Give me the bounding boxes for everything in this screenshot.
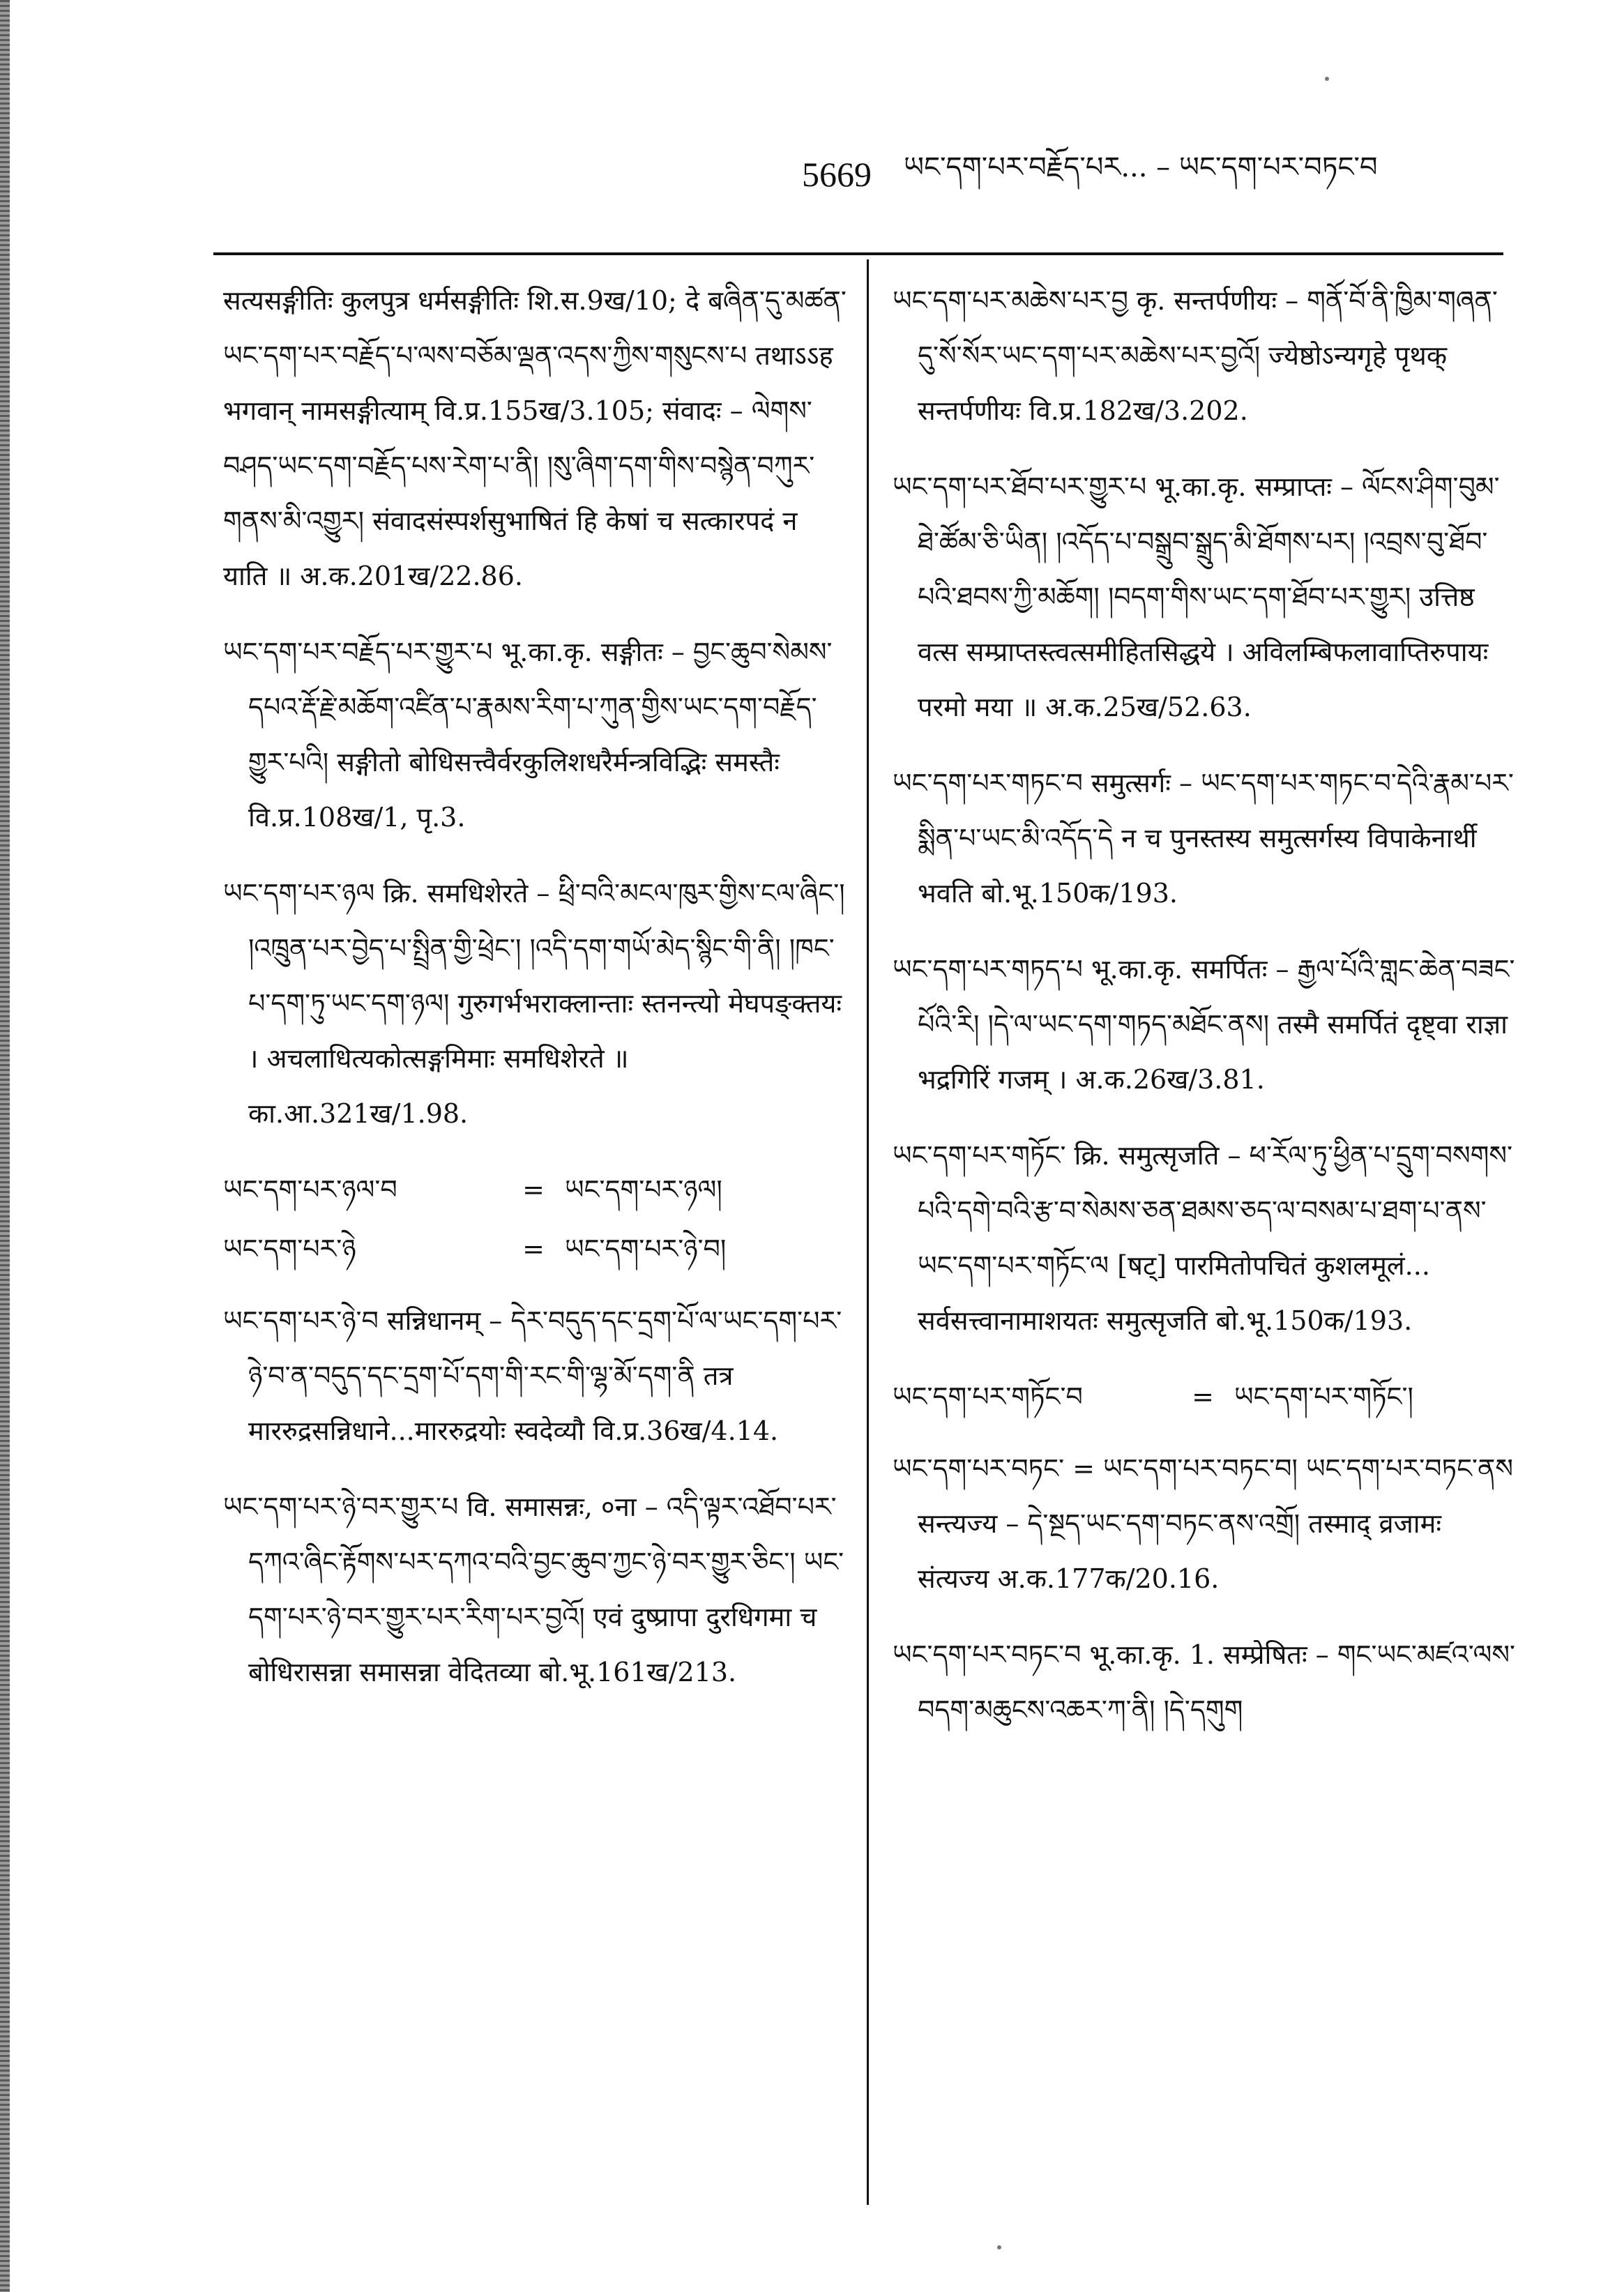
dictionary-entry: ཡང་དག་པར་ཉེ་བར་གྱུར་པ वि. समासन्नः, ०ना – འདི་ལྟར་འཐོབ་པར་དཀའ་ཞིང་རྟོགས་པར་དཀའ་བའི་བྱང་ཆུབ་ཀྱང་ཉེ་བར་གྱུར་ཅིང་། ཡང་དག་པར་ཉེ་བར་གྱུར་པར་རིག་པར་བྱའོ། एवं दुष्प्रापा दुरधिगमा च बोधिरासन्ना समासन्ना वेदितव्या बो.भू.161ख/213.: [223, 1492, 844, 1687]
cross-reference: [893, 1369, 1517, 1425]
page-number: 5669: [802, 155, 872, 194]
equals-sign: =: [522, 1174, 545, 1205]
dictionary-entry: ཡང་དག་པར་ཉལ क्रि. समधिशेरते – ཕྲི་བའི་མངལ་ཁུར་གྱིས་ངལ་ཞིང་། །འཁྲུན་པར་བྱེད་པ་སྤྲིན་གྱི་ཕྲེང་། །འདི་དག་གཡོ་མེད་སྙིང་གི་ནི། །ཁང་པ་དག་ཏུ་ཡང་དག་ཉལ། गुरुगर्भभराक्लान्ताः स्तनन्त्यो मेघपङ्क्तयः । अचलाधित्यकोत्सङ्गमिमाः समधिशेरते ॥ का.आ.321ख/1.98.: [223, 878, 845, 1129]
dictionary-entry: ཡང་དག་པར་གཏང་བ समुत्सर्गः – ཡང་དག་པར་གཏང་བ་དེའི་རྣམ་པར་སྨིན་པ་ཡང་མི་འདོད་དེ न च पुनस्तस्य समुत्सर्गस्य विपाकेनार्थी भवति बो.भू.150क/193.: [893, 768, 1514, 909]
dictionary-entry: ཡང་དག་པར་གཏོང་ क्रि. समुत्सृजति – ཕ་རོལ་ཏུ་ཕྱིན་པ་དྲུག་བསགས་པའི་དགེ་བའི་རྩ་བ་སེམས་ཅན་ཐམས་ཅད་ལ་བསམ་པ་ཐག་པ་ནས་ཡང་དག་པར་གཏོང་ལ [षट्] पारमितोपचितं कुशलमूलं... सर्वसत्त्वानामाशयतः समुत्सृजति बो.भू.150क/193.: [893, 1140, 1513, 1336]
left-column: [223, 273, 847, 2212]
cross-ref-target: ཡང་དག་པར་ཉེ་བ།: [565, 1234, 727, 1264]
page-header: [802, 139, 1527, 209]
dictionary-entry: ཡང་དག་པར་ཉེ་བ सन्निधानम् – དེར་བདུད་དང་དྲག་པོ་ལ་ཡང་དག་པར་ཉེ་བ་ན་བདུད་དང་དྲག་པོ་དག་གི་རང་གི་ལྷ་མོ་དག་ནི तत्र माररुद्रसन्निधाने...माररुद्रयोः स्वदेव्यौ वि.प्र.36ख/4.14.: [223, 1305, 842, 1446]
cross-ref-term: ཡང་དག་པར་ཉེ: [223, 1234, 356, 1264]
cross-reference: [223, 1222, 847, 1277]
dictionary-entry: ཡང་དག་པར་ཐོབ་པར་གྱུར་པ भू.का.कृ. सम्प्राप्तः – ལོངས་ཤིག་བུམ་ཐེ་ཚོམ་ཅི་ཡིན། །འདོད་པ་བསྒྲུབ་སྒྲུད་མི་ཐོགས་པར། །འབྲས་བུ་ཐོབ་པའི་ཐབས་ཀྱི་མཆོག། །བདག་གིས་ཡང་དག་ཐོབ་པར་གྱུར། उत्तिष्ठ वत्स सम्प्राप्तस्त्वत्समीहितसिद्धये । अविलम्बिफलावाप्तिरुपायः परमो मया ॥ अ.क.25ख/52.63.: [893, 471, 1500, 722]
cross-ref-target: ཡང་དག་པར་གཏོང་།: [1234, 1381, 1413, 1412]
cross-ref-target: ཡང་དག་པར་ཉལ།: [565, 1174, 722, 1205]
dictionary-entry: सत्यसङ्गीतिः कुलपुत्र धर्मसङ्गीतिः शि.स.9ख/10; दे बཞིན་དུ་མཚན་ཡང་དག་པར་བརྗོད་པ་ལས་བཅོམ་ལྡན་འདས་ཀྱིས་གསུངས་པ तथाऽऽह भगवान् नामसङ्गीत्याम् वि.प्र.155ख/3.105; संवादः – ལེགས་བཤད་ཡང་དག་བརྗོད་པས་རེག་པ་ནི། །སུ་ཞིག་དག་གིས་བསྙེན་བཀུར་གནས་མི་འགྱུར། संवादसंस्पर्शसुभाषितं हि केषां च सत्कारपदं न याति ॥ अ.क.201ख/22.86.: [223, 285, 847, 591]
dictionary-entry: ཡང་དག་པར་གཏད་པ भू.का.कृ. समर्पितः – རྒྱལ་པོའི་གླང་ཆེན་བཟང་པོའི་རི། །དེ་ལ་ཡང་དག་གཏད་མཐོང་ནས། तस्मै समर्पितं दृष्ट्वा राज्ञा भद्रगिरिं गजम् । अ.क.26ख/3.81.: [893, 954, 1515, 1095]
dictionary-entry: ཡང་དག་པར་མཆེས་པར་བྱ कृ. सन्तर्पणीयः – གནོ་བོ་ནི་ཁྱིམ་གཞན་དུ་སོ་སོར་ཡང་དག་པར་མཆེས་པར་བྱའོ། ज्येष्ठोऽन्यगृहे पृथक् सन्तर्पणीयः वि.प्र.182ख/3.202.: [893, 285, 1498, 426]
scan-speck: [1325, 77, 1329, 81]
dictionary-entry: ཡང་དག་པར་བཏང་ = ཡང་དག་པར་བཏང་བ། ཡང་དག་པར་བཏང་ནས सन्त्यज्य – དེ་སྔད་ཡང་དག་བཏང་ནས་འགྲོ། तस्माद् व्रजामः संत्यज्य अ.क.177क/20.16.: [893, 1453, 1514, 1594]
equals-sign: =: [522, 1234, 545, 1264]
dictionary-entry: ཡང་དག་པར་བརྗོད་པར་གྱུར་པ भू.का.कृ. सङ्गीतः – བྱང་ཆུབ་སེམས་དཔའ་རྡོ་རྗེ་མཆོག་འཛིན་པ་རྣམས་རིག་པ་ཀུན་གྱིས་ཡང་དག་བརྗོད་གྱུར་པའི། सङ्गीतो बोधिसत्त्वैर्वरकुलिशधरैर्मन्त्रविद्भिः समस्तैः वि.प्र.108ख/1, पृ.3.: [223, 637, 833, 833]
cross-ref-term: ཡང་དག་པར་གཏོང་བ: [893, 1381, 1083, 1412]
page-spine-shadow: [0, 0, 10, 2292]
header-rule: [213, 252, 1503, 255]
cross-reference: [223, 1162, 847, 1217]
cross-ref-term: ཡང་དག་པར་ཉལ་བ: [223, 1174, 397, 1205]
equals-sign: =: [1192, 1381, 1214, 1412]
right-column: [893, 273, 1517, 2212]
running-head: ཡང་དག་པར་བརྗོད་པར... – ཡང་དག་པར་བཏང་བ: [904, 151, 1378, 183]
scan-speck: [997, 2245, 1001, 2249]
dictionary-entry: ཡང་དག་པར་བཏང་བ भू.का.कृ. 1. सम्प्रेषितः – གང་ཡང་མཛའ་ལས་བདག་མཆུངས་འཆར་ཀ་ནི། །དེ་དགུག: [893, 1639, 1516, 1725]
column-divider: [867, 259, 869, 2205]
